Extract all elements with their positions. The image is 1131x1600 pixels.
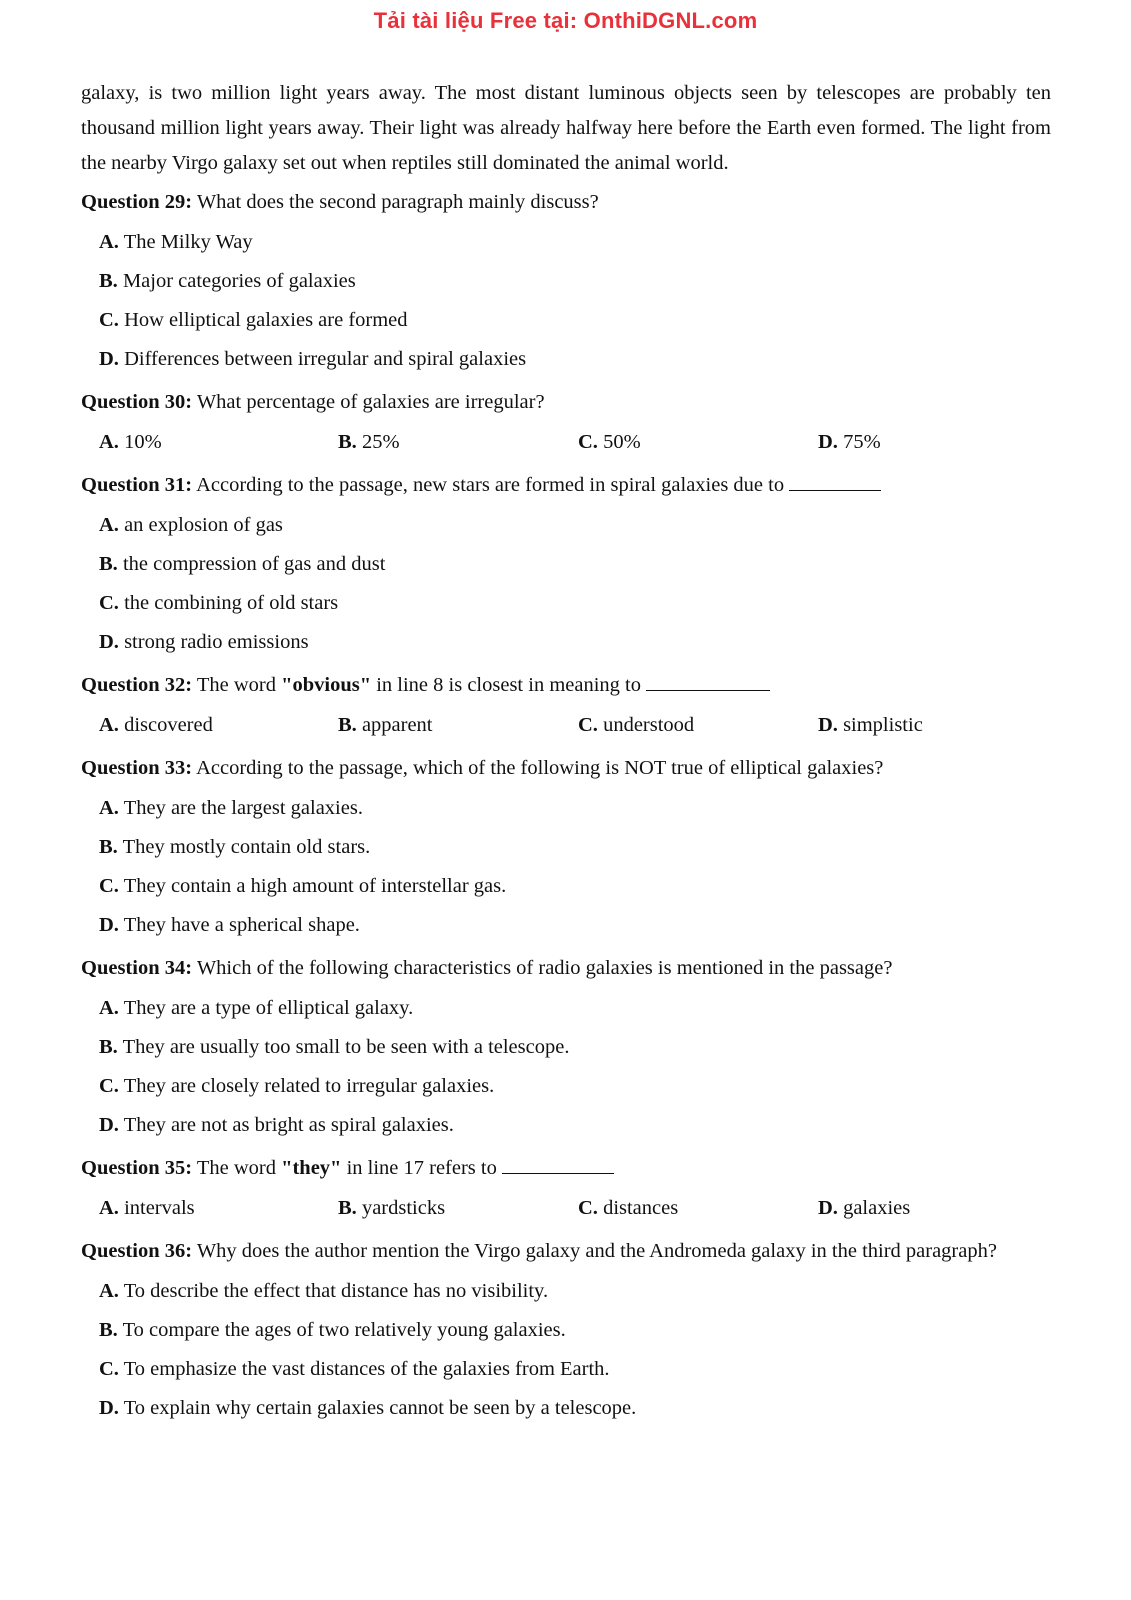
question-33 [81,751,1051,947]
option-b[interactable]: B. They mostly contain old stars. [99,836,371,858]
option-a[interactable]: A. They are the largest galaxies. [99,797,363,819]
option-a[interactable]: A. an explosion of gas [99,514,283,536]
option-d[interactable]: D. 75% [818,431,881,453]
option-d[interactable]: D. They have a spherical shape. [99,914,360,936]
option-c[interactable]: C. distances [578,1197,679,1219]
option-a[interactable]: A. To describe the effect that distance has no visibility. [99,1280,549,1302]
question-text: Question 35: The word "they" in line 17 refers to [81,1151,1051,1186]
question-35 [81,1151,1051,1230]
option-a[interactable]: A. discovered [99,714,213,736]
question-29 [81,185,1051,381]
option-d[interactable]: D. To explain why certain galaxies cannot be seen by a telescope. [99,1397,637,1419]
question-text: Question 33: According to the passage, which of the following is NOT true of elliptical galaxies? [81,757,884,779]
option-d[interactable]: D. strong radio emissions [99,631,309,653]
option-b[interactable]: B. the compression of gas and dust [99,553,386,575]
answer-blank [502,1153,614,1174]
answer-blank [789,470,881,491]
option-b[interactable]: B. They are usually too small to be seen with a telescope. [99,1036,570,1058]
option-b[interactable]: B. To compare the ages of two relatively young galaxies. [99,1319,566,1341]
option-c[interactable]: C. How elliptical galaxies are formed [99,309,408,331]
question-34 [81,951,1051,1147]
option-c[interactable]: C. They contain a high amount of interstellar gas. [99,875,507,897]
question-text: Question 32: The word "obvious" in line 8 is closest in meaning to [81,668,1051,703]
question-36 [81,1234,1051,1430]
option-b[interactable]: B. apparent [338,714,433,736]
option-c[interactable]: C. the combining of old stars [99,592,339,614]
option-b[interactable]: B. Major categories of galaxies [99,270,356,292]
download-banner[interactable]: Tải tài liệu Free tại: OnthiDGNL.com [373,8,758,33]
question-text: Question 36: Why does the author mention the Virgo galaxy and the Andromeda galaxy in the third paragraph? [81,1240,997,1262]
question-text: Question 34: Which of the following characteristics of radio galaxies is mentioned in the passage? [81,957,893,979]
document-body [81,76,1051,1430]
option-d[interactable]: D. simplistic [818,714,923,736]
option-d[interactable]: D. galaxies [818,1197,911,1219]
option-a[interactable]: A. They are a type of elliptical galaxy. [99,997,414,1019]
option-d[interactable]: D. Differences between irregular and spiral galaxies [99,348,527,370]
question-text: Question 30: What percentage of galaxies are irregular? [81,391,545,413]
question-30 [81,385,1051,464]
option-d[interactable]: D. They are not as bright as spiral galaxies. [99,1114,454,1136]
options-row [99,708,1051,747]
option-c[interactable]: C. 50% [578,431,641,453]
option-a[interactable]: A. intervals [99,1197,195,1219]
option-a[interactable]: A. The Milky Way [99,231,253,253]
options-row [99,1191,1051,1230]
options-row [99,425,1051,464]
question-31 [81,468,1051,664]
passage-continuation: galaxy, is two million light years away. The most distant luminous objects seen by telescopes are probably ten thousand million light years away. Their light was already halfway here before the Earth even formed. The light from the nearby Virgo galaxy set out when reptiles still dominated the animal world. [81,82,1051,174]
question-32 [81,668,1051,747]
question-text: Question 31: According to the passage, new stars are formed in spiral galaxies due to [81,468,1051,503]
option-c[interactable]: C. understood [578,714,695,736]
answer-blank [646,670,770,691]
option-c[interactable]: C. They are closely related to irregular galaxies. [99,1075,495,1097]
option-a[interactable]: A. 10% [99,431,162,453]
option-b[interactable]: B. 25% [338,431,400,453]
option-b[interactable]: B. yardsticks [338,1197,446,1219]
option-c[interactable]: C. To emphasize the vast distances of the galaxies from Earth. [99,1358,610,1380]
question-text: Question 29: What does the second paragraph mainly discuss? [81,191,599,213]
